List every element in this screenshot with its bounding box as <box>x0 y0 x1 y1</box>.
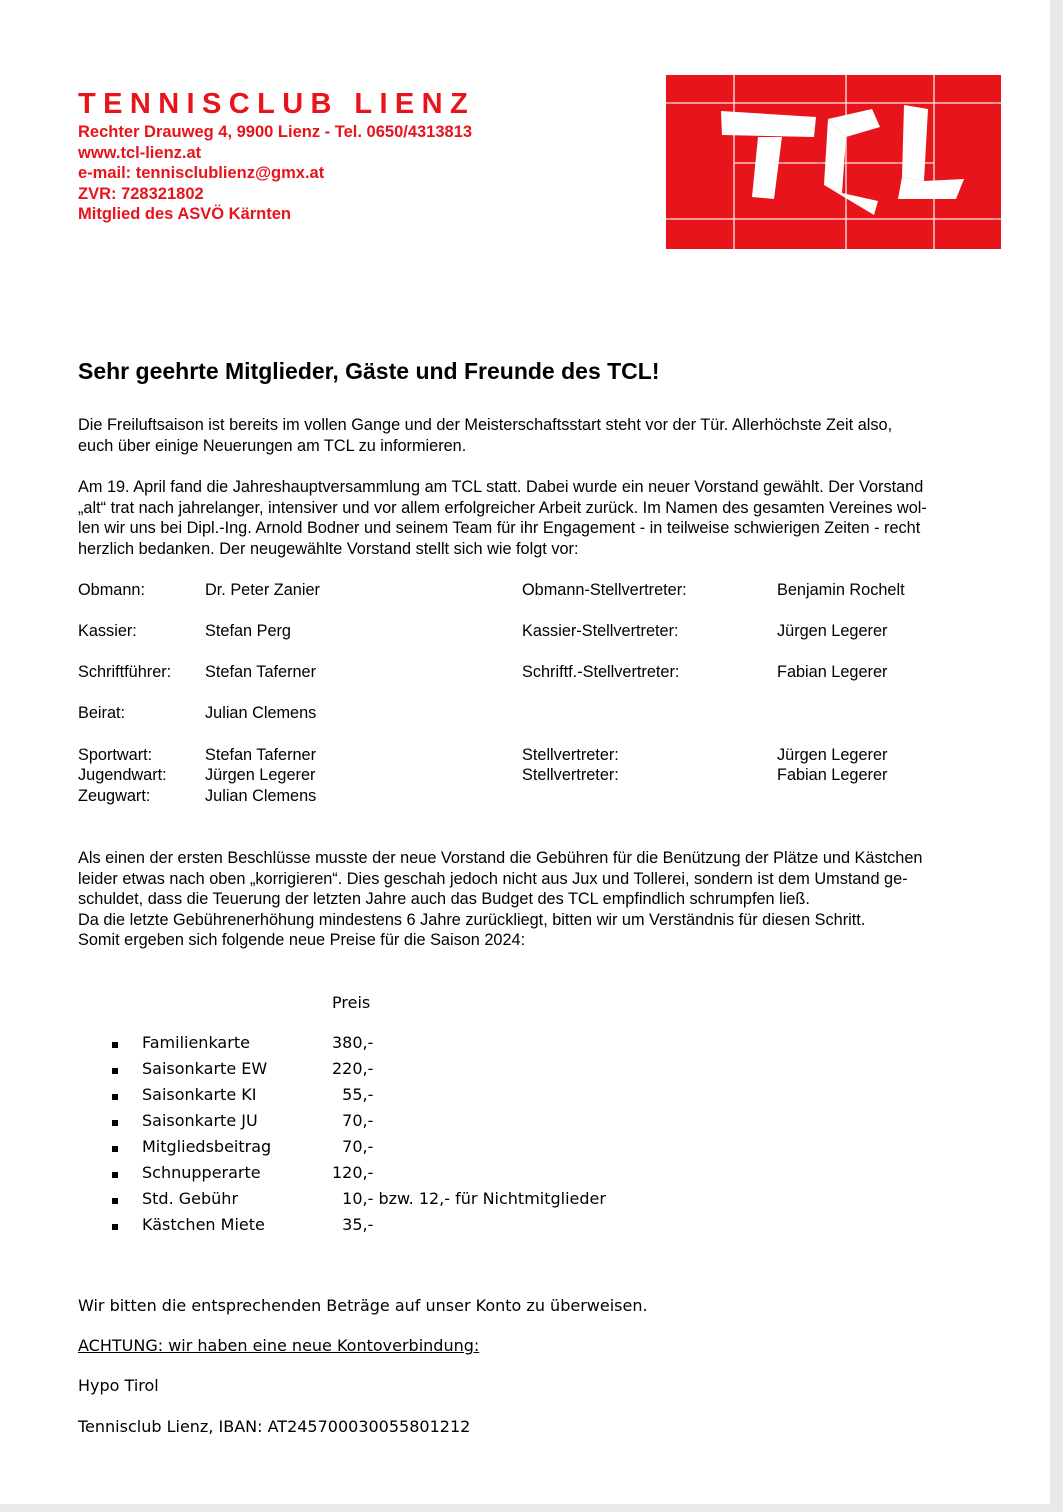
price-item-value: 35,- <box>332 1215 374 1234</box>
list-item <box>0 1163 900 1189</box>
square-bullet-icon <box>112 1172 118 1178</box>
letterhead <box>78 88 475 225</box>
greeting-heading: Sehr geehrte Mitglieder, Gäste und Freunde des TCL! <box>78 358 660 384</box>
list-item <box>0 1111 900 1137</box>
text-line: herzlich bedanken. Der neugewählte Vorstand stellt sich wie folgt vor: <box>78 539 579 558</box>
club-membership: Mitglied des ASVÖ Kärnten <box>78 205 292 223</box>
price-item-value: 380,- <box>332 1033 374 1052</box>
text-line: len wir uns bei Dipl.-Ing. Arnold Bodner und seinem Team für ihr Engagement - in teilweise schwierigen Zeiten - recht <box>78 519 921 538</box>
board-role: Sportwart: <box>78 746 153 764</box>
board-role: Beirat: <box>78 704 126 722</box>
board-role: Obmann: <box>78 581 145 599</box>
square-bullet-icon <box>112 1042 118 1048</box>
list-item <box>0 1085 900 1111</box>
square-bullet-icon <box>112 1198 118 1204</box>
board-role: Schriftführer: <box>78 663 172 681</box>
list-item <box>0 1215 900 1241</box>
price-column-header: Preis <box>332 993 371 1012</box>
intro-paragraph <box>78 415 1023 456</box>
price-item-value: 70,- <box>332 1111 374 1130</box>
price-item-value: 10,- bzw. 12,- für Nichtmitglieder <box>332 1189 606 1208</box>
price-item-value: 70,- <box>332 1137 374 1156</box>
board-deputy: Jürgen Legerer <box>777 622 888 640</box>
fees-paragraph <box>78 848 1023 951</box>
square-bullet-icon <box>112 1094 118 1100</box>
text-line: euch über einige Neuerungen am TCL zu informieren. <box>78 436 467 455</box>
board-member: Jürgen Legerer <box>205 766 316 784</box>
square-bullet-icon <box>112 1224 118 1230</box>
board-deputy: Fabian Legerer <box>777 766 888 784</box>
price-item-value: 220,- <box>332 1059 374 1078</box>
text-line: schuldet, dass die Teuerung der letzten Jahre auch das Budget des TCL empfindlich schrumpfen ließ. <box>78 890 810 909</box>
board-deputy-role: Stellvertreter: <box>522 766 619 784</box>
list-item <box>0 1033 900 1059</box>
square-bullet-icon <box>112 1146 118 1152</box>
text-line: leider etwas nach oben „korrigieren“. Dies geschah jedoch nicht aus Jux und Tollerei, sondern ist dem Umstand ge- <box>78 869 908 888</box>
board-role: Zeugwart: <box>78 787 151 805</box>
attention-note: ACHTUNG: wir haben eine neue Kontoverbindung: <box>78 1336 480 1355</box>
board-deputy: Benjamin Rochelt <box>777 581 905 599</box>
board-deputy-role: Obmann-Stellvertreter: <box>522 581 687 599</box>
board-deputy: Fabian Legerer <box>777 663 888 681</box>
transfer-note: Wir bitten die entsprechenden Beträge auf unser Konto zu überweisen. <box>78 1296 648 1315</box>
board-member: Stefan Perg <box>205 622 291 640</box>
list-item <box>0 1059 900 1085</box>
club-email: e-mail: tennisclublienz@gmx.at <box>78 164 325 182</box>
meeting-paragraph <box>78 477 1023 559</box>
board-member: Stefan Taferner <box>205 746 317 764</box>
list-item <box>0 1189 900 1215</box>
club-address: Rechter Drauweg 4, 9900 Lienz - Tel. 0650/4313813 <box>78 123 473 141</box>
board-member: Dr. Peter Zanier <box>205 581 320 599</box>
board-role: Kassier: <box>78 622 137 640</box>
board-member: Julian Clemens <box>205 704 317 722</box>
bank-iban: Tennisclub Lienz, IBAN: AT245700030055801212 <box>78 1417 471 1436</box>
price-item-name: Kästchen Miete <box>142 1215 265 1234</box>
price-item-value: 55,- <box>332 1085 374 1104</box>
board-deputy-role: Stellvertreter: <box>522 746 619 764</box>
text-line: „alt“ trat nach jahrelanger, intensiver und vor allem erfolgreicher Arbeit zurück. Im Namen des gesamten Vereines wol- <box>78 498 927 517</box>
price-item-name: Schnupperarte <box>142 1163 261 1182</box>
price-item-name: Std. Gebühr <box>142 1189 239 1208</box>
price-item-name: Mitgliedsbeitrag <box>142 1137 272 1156</box>
square-bullet-icon <box>112 1068 118 1074</box>
board-deputy-role: Kassier-Stellvertreter: <box>522 622 679 640</box>
board-member: Stefan Taferner <box>205 663 317 681</box>
price-item-name: Saisonkarte JU <box>142 1111 258 1130</box>
text-line: Als einen der ersten Beschlüsse musste der neue Vorstand die Gebühren für die Benützung der Plätze und Kästchen <box>78 849 923 867</box>
tcl-logo <box>666 75 1001 249</box>
text-line: Die Freiluftsaison ist bereits im vollen Gange und der Meisterschaftsstart steht vor der Tür. Allerhöchste Zeit also, <box>78 416 893 434</box>
bank-name: Hypo Tirol <box>78 1376 159 1395</box>
board-role: Jugendwart: <box>78 766 167 784</box>
text-line: Somit ergeben sich folgende neue Preise für die Saison 2024: <box>78 931 526 950</box>
club-website: www.tcl-lienz.at <box>78 143 202 162</box>
board-deputy-role: Schriftf.-Stellvertreter: <box>522 663 680 681</box>
board-deputy: Jürgen Legerer <box>777 746 888 764</box>
text-line: Am 19. April fand die Jahreshauptversammlung am TCL statt. Dabei wurde ein neuer Vorstand gewählt. Der Vorstand <box>78 478 924 496</box>
price-item-name: Saisonkarte KI <box>142 1085 257 1104</box>
list-item <box>0 1137 900 1163</box>
square-bullet-icon <box>112 1120 118 1126</box>
price-item-value: 120,- <box>332 1163 374 1182</box>
text-line: Da die letzte Gebührenerhöhung mindestens 6 Jahre zurückliegt, bitten wir um Verständnis für diesen Schritt. <box>78 910 866 929</box>
price-item-name: Familienkarte <box>142 1033 250 1052</box>
club-zvr: ZVR: 728321802 <box>78 184 204 203</box>
club-name: TENNISCLUB LIENZ <box>78 88 476 120</box>
price-item-name: Saisonkarte EW <box>142 1059 268 1078</box>
board-member: Julian Clemens <box>205 787 317 805</box>
